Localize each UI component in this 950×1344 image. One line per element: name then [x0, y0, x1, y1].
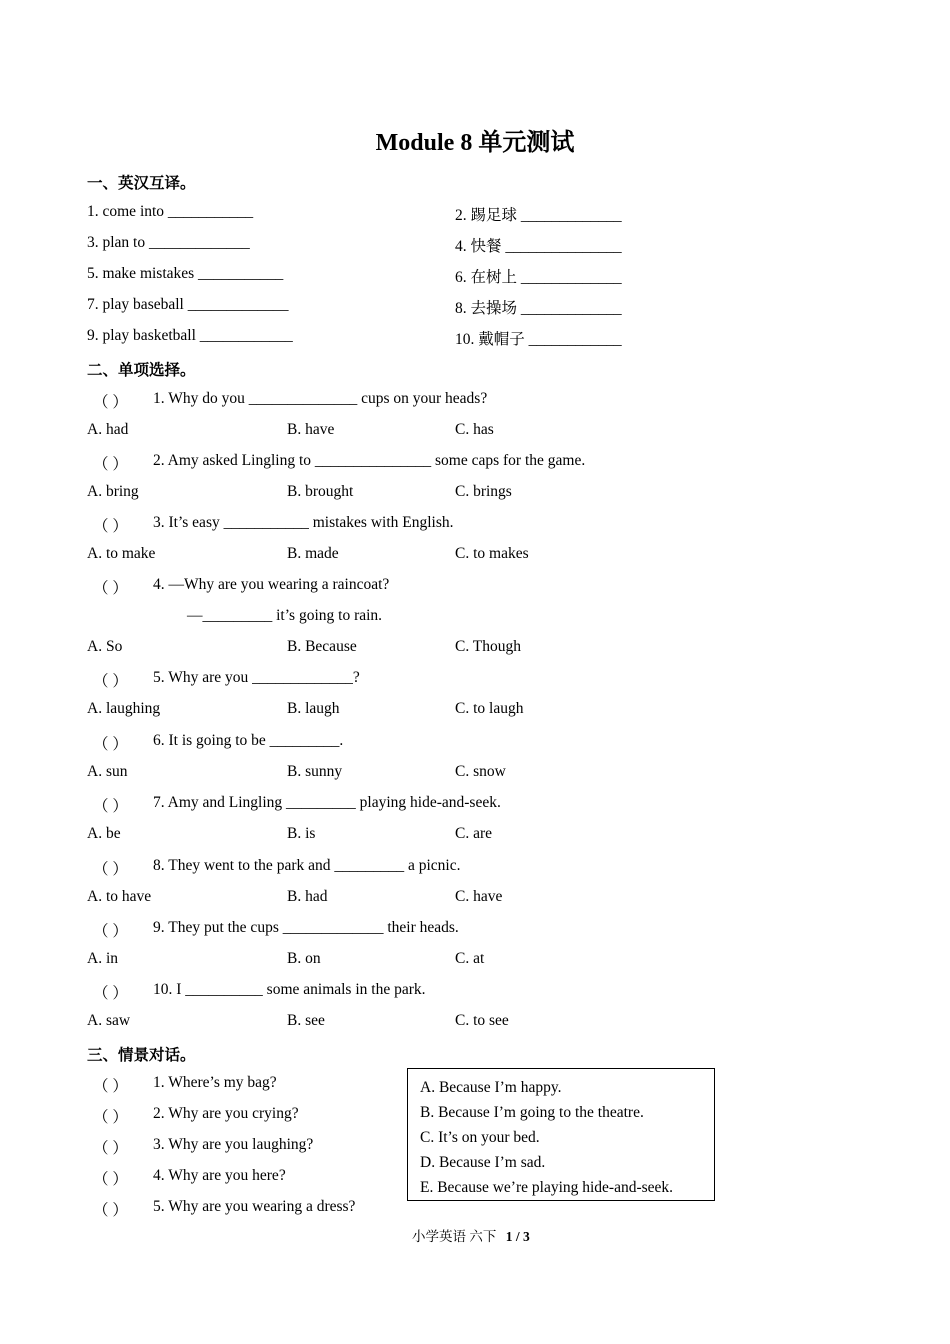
translation-item: 10. 戴帽子 ____________ — [455, 331, 622, 348]
option-c: C. brings — [455, 483, 512, 500]
option-b: B. see — [287, 1012, 325, 1029]
answer-blank: （ ） — [93, 1109, 128, 1126]
answer-blank: （ ） — [93, 394, 128, 411]
translation-item: 3. plan to _____________ — [87, 234, 250, 251]
question-text: 7. Amy and Lingling _________ playing hide-and-seek. — [153, 794, 501, 811]
dialogue-question: 5. Why are you wearing a dress? — [153, 1198, 356, 1215]
option-a: A. to have — [87, 888, 152, 905]
section-heading-translation: 一、英汉互译。 — [87, 174, 196, 192]
option-a: A. So — [87, 638, 123, 655]
answer-blank: （ ） — [93, 1202, 128, 1219]
option-c: C. at — [455, 950, 485, 967]
answer-options-box — [407, 1068, 715, 1201]
answer-option: B. Because I’m going to the theatre. — [420, 1104, 644, 1121]
option-a: A. saw — [87, 1012, 131, 1029]
option-b: B. brought — [287, 483, 354, 500]
option-a: A. had — [87, 421, 129, 438]
question-text: 6. It is going to be _________. — [153, 732, 344, 749]
option-b: B. laugh — [287, 700, 340, 717]
answer-blank: （ ） — [93, 923, 128, 940]
page-title: Module 8 单元测试 — [375, 130, 575, 156]
question-text-reply: —_________ it’s going to rain. — [187, 607, 383, 624]
question-text: 5. Why are you _____________? — [153, 669, 360, 686]
option-a: A. to make — [87, 545, 156, 562]
translation-item: 5. make mistakes ___________ — [87, 265, 284, 282]
answer-blank: （ ） — [93, 673, 128, 690]
option-a: A. bring — [87, 483, 139, 500]
option-b: B. Because — [287, 638, 357, 655]
question-text: 10. I __________ some animals in the park. — [153, 981, 426, 998]
option-c: C. snow — [455, 763, 506, 780]
answer-blank: （ ） — [93, 1140, 128, 1157]
section-heading-choice: 二、单项选择。 — [87, 361, 196, 379]
answer-option: E. Because we’re playing hide-and-seek. — [420, 1179, 674, 1196]
option-b: B. made — [287, 545, 339, 562]
option-b: B. have — [287, 421, 335, 438]
answer-option: A. Because I’m happy. — [420, 1079, 562, 1096]
option-b: B. is — [287, 825, 316, 842]
question-text: 3. It’s easy ___________ mistakes with English. — [153, 514, 454, 531]
option-a: A. in — [87, 950, 118, 967]
dialogue-question: 2. Why are you crying? — [153, 1105, 299, 1122]
option-c: C. are — [455, 825, 493, 842]
translation-item: 1. come into ___________ — [87, 203, 254, 220]
option-c: C. to makes — [455, 545, 529, 562]
option-a: A. sun — [87, 763, 128, 780]
answer-blank: （ ） — [93, 580, 128, 597]
dialogue-question: 4. Why are you here? — [153, 1167, 286, 1184]
answer-blank: （ ） — [93, 736, 128, 753]
answer-blank: （ ） — [93, 1171, 128, 1188]
translation-item: 7. play baseball _____________ — [87, 296, 289, 313]
answer-blank: （ ） — [93, 456, 128, 473]
option-c: C. have — [455, 888, 503, 905]
question-text: 4. —Why are you wearing a raincoat? — [153, 576, 390, 593]
translation-item: 2. 踢足球 _____________ — [455, 207, 622, 224]
dialogue-question: 3. Why are you laughing? — [153, 1136, 314, 1153]
option-b: B. had — [287, 888, 328, 905]
translation-item: 8. 去操场 _____________ — [455, 300, 622, 317]
answer-blank: （ ） — [93, 798, 128, 815]
option-b: B. on — [287, 950, 321, 967]
option-c: C. Though — [455, 638, 522, 655]
option-c: C. has — [455, 421, 494, 438]
page-footer — [412, 1225, 530, 1245]
option-a: A. be — [87, 825, 121, 842]
answer-option: C. It’s on your bed. — [420, 1129, 540, 1146]
translation-item: 9. play basketball ____________ — [87, 327, 293, 344]
translation-item: 6. 在树上 _____________ — [455, 269, 622, 286]
answer-blank: （ ） — [93, 1078, 128, 1095]
question-text: 8. They went to the park and _________ a picnic. — [153, 857, 461, 874]
question-text: 9. They put the cups _____________ their heads. — [153, 919, 459, 936]
answer-option: D. Because I’m sad. — [420, 1154, 546, 1171]
option-a: A. laughing — [87, 700, 161, 717]
footer-label: 小学英语 六下 — [412, 1229, 497, 1244]
section-heading-dialogue: 三、情景对话。 — [87, 1046, 196, 1064]
option-b: B. sunny — [287, 763, 343, 780]
answer-blank: （ ） — [93, 518, 128, 535]
page-number: 1 / 3 — [505, 1229, 530, 1244]
question-text: 2. Amy asked Lingling to _______________ some caps for the game. — [153, 452, 586, 469]
question-text: 1. Why do you ______________ cups on your heads? — [153, 390, 488, 407]
answer-blank: （ ） — [93, 861, 128, 878]
answer-blank: （ ） — [93, 985, 128, 1002]
option-c: C. to see — [455, 1012, 509, 1029]
translation-item: 4. 快餐 _______________ — [455, 238, 622, 255]
option-c: C. to laugh — [455, 700, 524, 717]
dialogue-question: 1. Where’s my bag? — [153, 1074, 277, 1091]
